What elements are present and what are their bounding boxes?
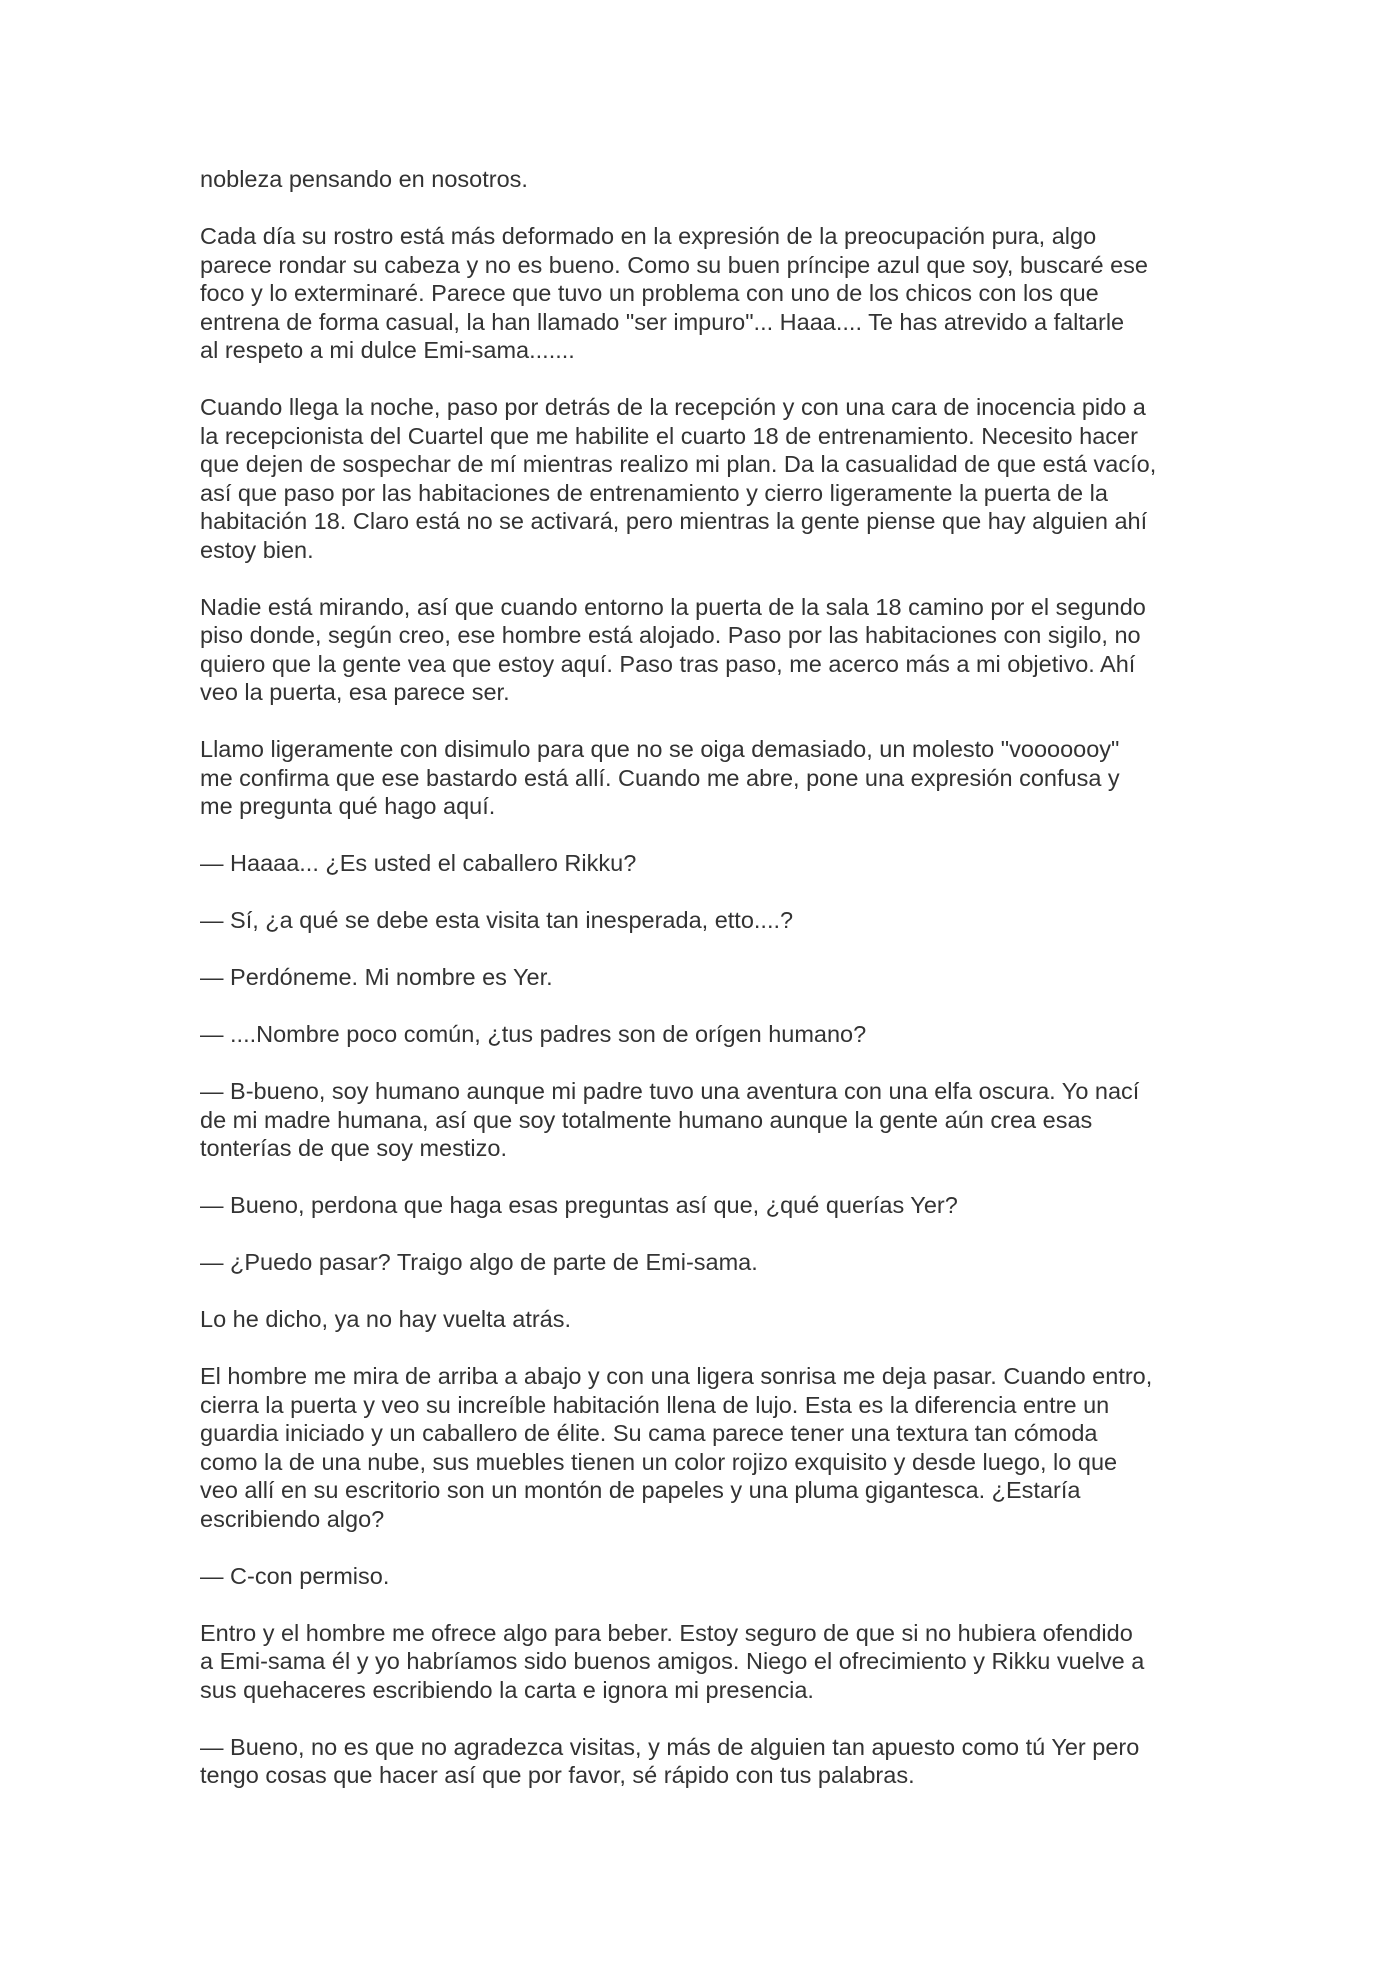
dialogue-line: — Haaaa... ¿Es usted el caballero Rikku? — [200, 850, 637, 876]
paragraph: Llamo ligeramente con disimulo para que no se oiga demasiado, un molesto "vooooooy" me confirma que ese bastardo está allí. Cuando me abre, pone una expresión confusa y me pregunta qué hago aquí. — [200, 736, 1120, 819]
dialogue-line: — Bueno, perdona que haga esas preguntas así que, ¿qué querías Yer? — [200, 1192, 958, 1218]
dialogue-line: — ¿Puedo pasar? Traigo algo de parte de Emi-sama. — [200, 1249, 758, 1275]
paragraph: El hombre me mira de arriba a abajo y con una ligera sonrisa me deja pasar. Cuando entro, cierra la puerta y veo su increíble habitación llena de lujo. Esta es la diferencia entre un guardia iniciado y un caballero de élite. Su cama parece tener una textura tan cómoda como la de una nube, sus muebles tienen un color rojizo exquisito y desde luego, lo que veo allí en su escritorio son un montón de papeles y una pluma gigantesca. ¿Estaría escribiendo algo? — [200, 1363, 1153, 1532]
paragraph: Nadie está mirando, así que cuando entorno la puerta de la sala 18 camino por el segundo piso donde, según creo, ese hombre está alojado. Paso por las habitaciones con sigilo, no quiero que la gente vea que estoy aquí. Paso tras paso, me acerco más a mi objetivo. Ahí veo la puerta, esa parece ser. — [200, 593, 1146, 705]
paragraph: Cuando llega la noche, paso por detrás de la recepción y con una cara de inocencia pido a la recepcionista del Cuartel que me habilite el cuarto 18 de entrenamiento. Necesito hacer que dejen de sospechar de mí mientras realizo mi plan. Da la casualidad de que está vacío, así que paso por las habitaciones de entrenamiento y cierro ligeramente la puerta de la habitación 18. Claro está no se activará, pero mientras la gente piense que hay alguien ahí estoy bien. — [200, 394, 1157, 563]
dialogue-line: — C-con permiso. — [200, 1562, 390, 1589]
document-page — [200, 165, 1210, 1818]
dialogue-line: — Perdóneme. Mi nombre es Yer. — [200, 964, 553, 990]
paragraph: Cada día su rostro está más deformado en la expresión de la preocupación pura, algo parece rondar su cabeza y no es bueno. Como su buen príncipe azul que soy, buscaré ese foco y lo exterminaré. Parece que tuvo un problema con uno de los chicos con los que entrena de forma casual, la han llamado "ser impuro"... Haaa.... Te has atrevido a faltarle al respeto a mi dulce Emi-sama....... — [200, 223, 1148, 363]
paragraph: nobleza pensando en nosotros. — [200, 166, 528, 192]
paragraph: Entro y el hombre me ofrece algo para beber. Estoy seguro de que si no hubiera ofendido a Emi-sama él y yo habríamos sido buenos amigos. Niego el ofrecimiento y Rikku vuelve a sus quehaceres escribiendo la carta e ignora mi presencia. — [200, 1619, 1145, 1703]
dialogue-line: — ....Nombre poco común, ¿tus padres son de orígen humano? — [200, 1021, 867, 1047]
dialogue-line: — B-bueno, soy humano aunque mi padre tuvo una aventura con una elfa oscura. Yo nací de mi madre humana, así que soy totalmente humano aunque la gente aún crea esas tonterías de que soy mestizo. — [200, 1078, 1140, 1161]
dialogue-line: — Sí, ¿a qué se debe esta visita tan inesperada, etto....? — [200, 907, 794, 933]
paragraph: Lo he dicho, ya no hay vuelta atrás. — [200, 1306, 572, 1332]
dialogue-line: — Bueno, no es que no agradezca visitas, y más de alguien tan apuesto como tú Yer pero tengo cosas que hacer así que por favor, sé rápido con tus palabras. — [200, 1733, 1140, 1788]
